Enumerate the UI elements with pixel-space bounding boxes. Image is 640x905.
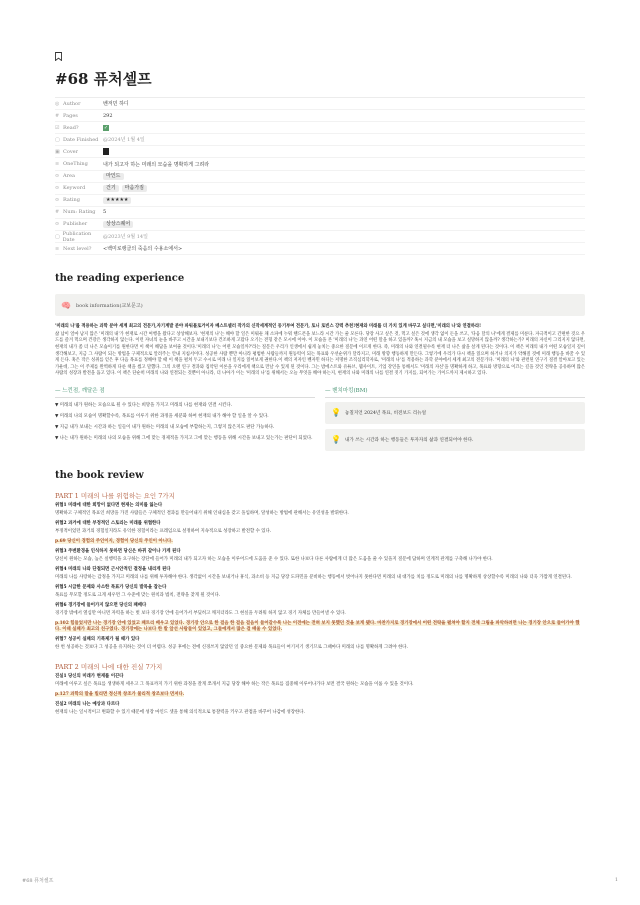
property-row[interactable] (55, 110, 585, 122)
review-subheading: 위협1 미래에 대한 희망이 없다면 현재는 의미를 잃는다 (55, 502, 163, 508)
review-subheading: 위협4 미래의 나와 단절되면 근시안적인 결정을 내리게 된다 (55, 566, 171, 572)
reading-bold-intro: '미래의 나'를 적용하는 과학 분야 세계 최고의 전문가,자기계발 분야 파워블로거이자 베스트셀러 작가의 신작세계적인 동기부여 전문가, 토니 로빈스 강력 추천!현재와 미래를 더 가치 있게 바꾸고 싶다면,'미래의 나'와 연결하라! (55, 324, 481, 330)
property-label-text: Date Finished (63, 136, 99, 143)
lightbulb-icon: 💡 (331, 408, 341, 418)
property-value[interactable] (103, 136, 145, 143)
page-title: #68 퓨처셀프 (55, 70, 152, 88)
benchmark-callout[interactable] (325, 429, 585, 451)
page-number: 1 (614, 877, 618, 883)
property-row[interactable] (55, 146, 585, 158)
hash-icon: # (55, 112, 60, 119)
calendar-icon: ▢ (55, 233, 60, 240)
property-value[interactable] (103, 185, 147, 192)
toggle-list-item[interactable]: ▼ 나는 내가 원하는 미래의 나의 모습을 위해 그에 맞는 경제적을 가지고 그에 맞는 행동을 위해 시간을 보내고 있는가는 판단이 되었다. (55, 435, 313, 441)
property-label-text: Area (63, 173, 75, 180)
property-label-text: Author (63, 100, 81, 107)
review-subheading: 진실1 당신의 미래가 현재를 이끈다 (55, 673, 124, 679)
property-value[interactable] (103, 233, 148, 240)
property-label (55, 185, 103, 191)
property-label (55, 231, 103, 243)
review-subheading: 위협3 주변환경을 인식하지 못하면 당신은 바뀌 갈이나 가게 된다 (55, 548, 181, 554)
text-icon: ≡ (55, 161, 60, 168)
review-subheading: 위협2 과거에 대한 부정적인 스토리는 미래를 위협한다 (55, 520, 161, 526)
property-value-text: @2024년 1월 4일 (103, 137, 145, 144)
property-row[interactable] (55, 183, 585, 195)
property-label (55, 137, 103, 143)
property-value[interactable] (103, 113, 113, 119)
cover-thumbnail[interactable] (103, 148, 109, 155)
tag[interactable]: 상상스퀘어 (103, 221, 133, 228)
reading-body: 삶 납이 얼마 남지 않은 '미래의 내'가 현재로 시간 여행을 왔다고 상상해보자. '현재의 나'는 해야 할 일은 미뤄둔 채 소파에 누워 핸드폰을 보느라 시간 가는 줄 모른다. 당장 사고 싶은 것, 먹고 싶은 것에 생각 없이 돈을 쓰고, '다음 달의 나'에게 결제를 미룬다. 자극적이고 간편한 것으 우드를 즐겨 먹으며 건강은 생각하지 않는다. 이런 자녀의 눈을 바꾸고 시간을 보내기보다 건조하게 고맙다 오기는 전형 같은 모시에 이야. 이 모습을 본 '미래의 나'는 과연 어떤 말을 하고 있을까? 혹시 지금의 내 모습을 보고 실망하지 않을까? 생각하는가? 미래의 자신이 그리지지 않다면, 현재의 내가 좀 더 나은 모습이기를 원한다면 이 책이 해답을 보여줄 것이다.'미래의 나'는 어떤 모습일까?'라는 질문은 우리가 인생에서 쉽게 놓치는 중요한 질문에 이르게 한다. 즉, 미래의 나와 연결될수록 현재 더 나은 삶을 살게 된다는 것이다. 이 책은 미래의 내가 어떤 모습일지 깊이 생각해보고, 지금 그 사람이 되는 방법을 구체적으로 알려주는 안내 지침서이다. 성공한 사람 뿐만 아니라 평범한 사람들까지 원동력이 되는 목표와 우선순위가 달라지고, 미래 방향 행동하게 만든다. 그렇기에 우리가 다시 책을 읽으며 하거나 의지가 약해질 것에 미래 행동을 바꿀 수 있게 든다. 혹은 작은 성취를 얻은 후 다음 목표를 정해야 할 때 이 책을 펼쳐 두고 수시로 미래 나 일지를 읽어보게 권한다.이 책의 저자인 벤자민 하디는 저명한 조직심리학자로, '미래의 나'를 적용하는 과학 분야에서 세계 최고의 전문가다. '미래의 나'와 관련된 연구기 질결 알아보고 있는 가운데, 그는 이 주제를 완벽하게 다룬 책을 썼고 말했다. 그의 오랜 연구 결과와 집약된 이론을 우리에게 책으로 만날 수 있게 된 것이다. 그는 밤에스트와 유튜브, 웹사이트, 기업 강연을 통해서도 '미래의 자신'을 명확하게 하고, 목표와 방향으로 이끄는 깊을 것인 전략을 공유하며 많은 사람의 성장과 발전을 돕고 있다. 이 책은 단순히 미래의 나와 연결되는 것뿐이 아니라, 더 나아가 이는 '미래의 나'를 위해서는 오늘 무엇을 해야 하는지, 현재의 나와 미래의 나를 연결 짓기 가지를, 되어가는 가이드까지 제시하고 있다. (55, 331, 586, 377)
tag[interactable]: 건기 (103, 185, 119, 192)
review-text: 미래에 이루고 싶은 목표를 생생하게 세우고 그 목표까지 가기 위한 과정을 잘게 쪼개서 지금 당장 해야 하는 작은 목표를 집중해 이루어나가다 보면 결국 원하는 모습을 이룰 수 있을 것이다. (55, 681, 414, 687)
property-value-text: 내가 되고자 하는 미래의 모습을 명확하게 그려라 (103, 161, 210, 168)
highlight-text: p.127 과학의 말을 빌리면 정신적 창조가 물리적 창조보다 먼저다. (55, 691, 185, 697)
list-icon: ⊙ (55, 197, 60, 204)
part1-title: PART 1 미래의 나를 위험하는 요인 7가지 (55, 491, 175, 500)
property-row[interactable] (55, 243, 585, 255)
property-row[interactable] (55, 219, 585, 231)
calendar-icon: ▢ (55, 136, 60, 143)
review-subheading: 위협6 경기장에 들어가지 않으면 당신의 패배다 (55, 602, 147, 608)
toggle-list-item[interactable]: ▼ 미래의 나의 모습이 명확할수록, 목표를 이루기 위한 과정을 세분화 하여 현재의 내가 해야 할 일을 알 수 있다. (55, 413, 269, 419)
property-label-text: Keyword (63, 185, 86, 192)
property-label (55, 209, 103, 215)
review-heading: the book review (55, 469, 144, 481)
property-value[interactable] (103, 125, 109, 131)
properties-table (55, 97, 585, 255)
property-label (55, 197, 103, 203)
property-value[interactable] (103, 148, 109, 155)
footer-title: #68 퓨처셀프 (22, 878, 54, 884)
notes-columns (55, 386, 585, 456)
bookmark-icon[interactable] (55, 52, 585, 64)
property-row[interactable] (55, 207, 585, 219)
review-subheading: 위협5 시급한 문제와 사소한 목표가 당신의 발목을 잡는다 (55, 584, 167, 590)
toggle-list-item[interactable]: ▼ 미래의 내가 원하는 모습으로 될 수 있다는 희망을 가지고 미래의 나를 현재와 연결 시킨다. (55, 402, 233, 408)
property-row[interactable] (55, 122, 585, 134)
property-label (55, 221, 103, 227)
review-subheading: 위협7 성공이 실패의 기폭제가 될 때가 있다 (55, 637, 140, 643)
property-row[interactable] (55, 195, 585, 207)
highlighted-quote (55, 692, 585, 699)
property-label (55, 246, 103, 252)
review-text: 한 번 성공하는 것보다 그 성공을 유지하는 것이 더 어렵다. 성공 후에는 전에 신경쓰지 않았던 일 중요한 문제와 목표들이 여기저기 생기므로 그때마다 미래의 나를 명확하게 그려야 한다. (55, 645, 408, 651)
notes-right-title[interactable]: — 벤치마킹(BM) (325, 386, 585, 398)
property-value[interactable] (103, 209, 106, 215)
property-label (55, 125, 103, 131)
callout-text: book information(교보문고) (75, 302, 143, 309)
person-icon: ◎ (55, 100, 60, 107)
reading-paragraph (55, 324, 585, 378)
property-row[interactable] (55, 98, 585, 110)
review-text: 명확하고 구체적인 목표인 희망을 가진 사람들은 구체적인 결과를 만들어내기 위해 인내심을 갖고 돌입하며, 달성하는 방법에 관해서는 유연성을 발휘한다. (55, 510, 349, 516)
reading-heading: the reading experience (55, 273, 185, 285)
highlight-text: p.69 당신이 경험의 주인이지, 경험이 당신의 주인이 아니다. (55, 538, 173, 544)
list-icon: ⊙ (55, 185, 60, 192)
property-value-text: @2023년 9월 14일 (103, 234, 148, 241)
property-value-text: 292 (103, 112, 113, 119)
property-label-text: Read? (63, 124, 79, 131)
property-row[interactable] (55, 158, 585, 170)
part2-title: PART 2 미래의 나에 대한 진실 7가지 (55, 662, 163, 671)
property-row[interactable] (55, 171, 585, 183)
highlighted-quote (55, 621, 585, 634)
review-text: 미래의 나를 사랑하는 감정을 가지고 미래의 나를 위해 투자해야 한다. 생각없이 시간을 보내거나 휴식, 과소비 등 지금 당장 도파민을 분비하는 행동에서 벗어나지 못한다면 미래의 내 대가를 치를 정도로 미래의 나를 명확하게 상상할수록 미래의 나와 더욱 가깝게 연결된다. (55, 574, 572, 580)
property-label-text: OneThing (63, 161, 88, 168)
property-label-text: Publisher (63, 221, 88, 228)
text-icon: ≡ (55, 245, 60, 252)
image-icon: ▣ (55, 148, 60, 155)
checkbox-checked-icon[interactable]: ✓ (103, 124, 109, 131)
list-icon: ⊙ (55, 173, 60, 180)
property-label-text: Publication Date (62, 230, 92, 243)
notes-left-title[interactable]: — 느낀점, 깨달은 점 (55, 386, 315, 398)
property-value[interactable] (103, 197, 131, 204)
brain-icon: 🧠 (61, 300, 71, 310)
benchmark-callout[interactable] (325, 402, 585, 424)
property-label (55, 173, 103, 179)
highlighted-quote (55, 539, 585, 546)
benchmark-text: 놓칠지언 2024년 목표, 비전보드 리뉴얼 (344, 410, 427, 416)
property-label (55, 161, 103, 167)
lightbulb-icon: 💡 (331, 435, 341, 445)
property-label-text: Next level? (63, 245, 92, 252)
benchmark-text: 내가 쓰는 시간과 하는 행동들은 투자자의 삶과 연결되어야 한다. (344, 437, 474, 443)
property-value-text: 벤저민 하디 (103, 101, 129, 108)
review-text: 당신이 원하는 모습, 높은 실행력을 요구하는 장단에 들어가 미래의 내가 되고자 하는 모습을 이루어드에 도움을 준 수 있다. 또한 나보다 다른 사람에게 더 많은 도움을 줄 수 있을지 질문에 답하며 연계적 관계를 구축해 나가야 한다. (55, 556, 493, 562)
notes-right (325, 386, 585, 456)
property-label (55, 149, 103, 155)
property-value[interactable] (103, 100, 129, 107)
notes-left (55, 386, 315, 456)
property-value[interactable] (103, 173, 124, 180)
property-label-text: Num: Rating (63, 209, 96, 216)
property-value-text: 5 (103, 209, 107, 216)
property-label (55, 113, 103, 119)
book-review (55, 470, 585, 717)
tag[interactable]: 마음가짐 (122, 185, 147, 192)
property-value[interactable] (103, 245, 182, 252)
property-label-text: Cover (63, 148, 79, 155)
review-text: 경기장 밖에서 열심만 아니면 자력을 하는 벗 보다 경기장 안에 들어가서 부딪히고 깨지더라도 그 현실을 두려워 하지 않고 경기 자체를 만들어낼 수 있다. (55, 610, 346, 616)
property-value-text: <백미로랭클의 죽음의 수용소에서> (103, 246, 183, 253)
highlight-text: p.102 힘들었지만 나는 경기장 안에 있었고 패트리 배우고 있었다. 경기장 안으로 한 걸음 한 걸음 걸음이 들어갈수록 나는 이전에는 전혀 보지 못했던 것을 보게 됐다. 마찬가지로 경기장에서 어떤 전략을 펼쳐야 할지 전체 그림을 파악하려면 나는 경기장 안으로 들어가야 했다. 이때 실패가 최고의 친구였다. 경기장에는 나보다 한 발 앞선 사람들이 있었고, 그들에게서 많은 걸 배울 수 있었다. (55, 620, 580, 633)
hash-icon: # (55, 209, 60, 216)
list-icon: ⊙ (55, 221, 60, 228)
property-label-text: Rating (63, 197, 80, 204)
property-value[interactable] (103, 221, 133, 228)
tag[interactable]: 마인드 (103, 173, 124, 180)
property-label-text: Pages (63, 112, 78, 119)
book-info-callout[interactable] (55, 294, 585, 316)
page-footer (22, 877, 618, 884)
property-row[interactable] (55, 231, 585, 243)
toggle-list-item[interactable]: ▼ 지금 내가 보내는 시간과 하는 일들이 내가 원하는 미래의 내 모습에 부합하는지, 그렇지 않은지도 판단 가능하다. (55, 424, 275, 430)
review-text: 부정적이었던 과거의 경험일지라도 유익한 경험이라는 프레임으로 설정하여 지속적으로 성장하고 발전할 수 있다. (55, 528, 272, 534)
property-value[interactable] (103, 161, 209, 168)
checkbox-icon: ☑ (55, 124, 60, 131)
review-subheading: 진실2 미래의 나는 예상과 다르다 (55, 701, 120, 707)
property-row[interactable] (55, 134, 585, 146)
tag[interactable]: ★★★★★ (103, 197, 131, 204)
page-body (55, 52, 585, 720)
review-text: 목표를 무모할 정도로 크게 세우면 그 수준에 맞는 원칙과 법칙, 전략을 찾게 될 것이다. (55, 592, 221, 598)
property-label (55, 101, 103, 107)
review-text: 현재의 나는 일시적이고 변화할 수 있기 때문에 성장 마인드 셋을 통해 의식적으로 통찰력을 키우고 관점을 바꾸어 나감에 성장한다. (55, 709, 305, 715)
